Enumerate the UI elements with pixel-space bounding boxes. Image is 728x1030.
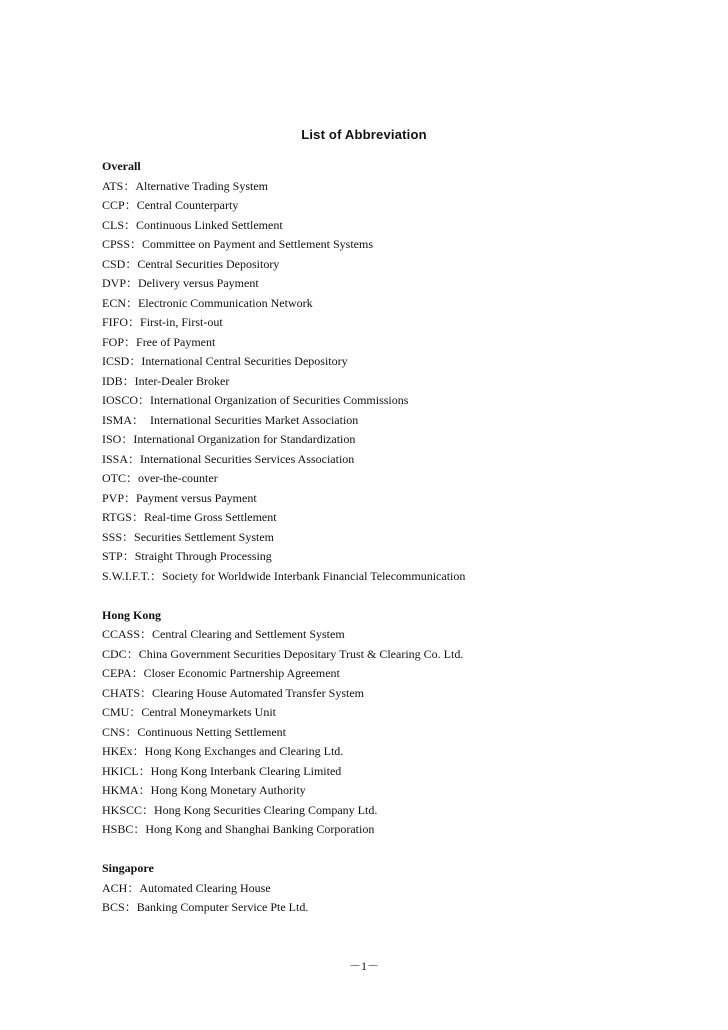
abbreviation: CHATS: [102, 685, 141, 700]
abbreviation-definition: Payment versus Payment: [136, 490, 257, 505]
abbreviation: CLS: [102, 217, 125, 232]
abbreviation-definition: Central Securities Depository: [137, 256, 280, 271]
separator: ：: [124, 217, 137, 232]
list-item: [102, 820, 702, 840]
abbreviation: ISSA: [102, 451, 129, 466]
abbreviation-definition: Committee on Payment and Settlement Systems: [142, 237, 374, 251]
page-footer: [0, 957, 728, 974]
separator: ：: [125, 724, 138, 739]
abbreviation: ISO: [102, 432, 122, 446]
section-hong-kong: [102, 606, 702, 840]
abbreviation: IDB: [102, 373, 123, 388]
list-item: [102, 177, 702, 197]
list-item: [102, 879, 702, 899]
abbreviation: ATS: [102, 178, 124, 193]
abbreviation-definition: Securities Settlement System: [134, 529, 275, 544]
separator: ：: [125, 256, 138, 271]
abbreviation-definition: Hong Kong and Shanghai Banking Corporation: [145, 822, 375, 836]
section-overall: [102, 157, 702, 586]
separator: ：: [138, 783, 151, 797]
separator: ：: [122, 373, 135, 388]
abbreviation-definition: Hong Kong Monetary Authority: [150, 783, 306, 797]
separator: ：: [124, 490, 137, 505]
abbreviation-definition: Hong Kong Interbank Clearing Limited: [150, 763, 342, 778]
abbreviation: FIFO: [102, 315, 129, 329]
abbreviation: CEPA: [102, 666, 132, 680]
abbreviation: S.W.I.F.T.: [102, 568, 151, 583]
abbreviation-definition: Hong Kong Exchanges and Clearing Ltd.: [144, 744, 344, 758]
separator: ：: [129, 354, 142, 368]
list-item: [102, 450, 702, 470]
separator: ：: [128, 315, 141, 329]
abbreviation-definition: Continuous Linked Settlement: [136, 217, 283, 232]
list-item: [102, 547, 702, 567]
abbreviation: SSS: [102, 529, 123, 544]
abbreviation-definition: Banking Computer Service Pte Ltd.: [136, 900, 309, 914]
separator: ：: [150, 568, 163, 583]
separator: ：: [140, 627, 153, 641]
list-item: [102, 216, 702, 236]
abbreviation: HKEx: [102, 744, 133, 758]
separator: ：: [138, 393, 151, 407]
abbreviation-definition: Central Clearing and Settlement System: [152, 627, 345, 641]
abbreviation-definition: International Organization for Standardization: [133, 432, 356, 446]
list-item: [102, 313, 702, 333]
abbreviation: DVP: [102, 276, 127, 290]
separator: ：: [126, 471, 139, 485]
list-item: [102, 664, 702, 684]
abbreviation-definition: Automated Clearing House: [139, 880, 271, 895]
abbreviation-definition: Clearing House Automated Transfer System: [152, 685, 364, 700]
separator: ：: [123, 178, 136, 193]
separator: ：: [122, 549, 135, 563]
abbreviation: HKSCC: [102, 802, 143, 817]
section-items: [102, 879, 702, 918]
abbreviation-definition: Alternative Trading System: [135, 178, 269, 193]
section-items: [102, 177, 702, 587]
list-item: [102, 508, 702, 528]
separator: ：: [124, 900, 137, 914]
separator: ：: [126, 646, 139, 661]
separator: ：: [128, 451, 141, 466]
list-item: [102, 372, 702, 392]
abbreviation-definition: Central Counterparty: [136, 198, 239, 212]
abbreviation-definition: China Government Securities Depositary Trust & Clearing Co. Ltd.: [138, 646, 464, 661]
list-item: [102, 489, 702, 509]
separator: ：: [126, 295, 139, 310]
abbreviation-definition: Closer Economic Partnership Agreement: [143, 666, 340, 680]
abbreviation-definition: Hong Kong Securities Clearing Company Ltd.: [154, 802, 378, 817]
separator: ：: [132, 744, 145, 758]
list-item: [102, 781, 702, 801]
list-item: [102, 391, 702, 411]
list-item: [102, 801, 702, 821]
list-item: [102, 430, 702, 450]
separator: ：: [126, 276, 139, 290]
abbreviation: PVP: [102, 490, 125, 505]
list-item: [102, 567, 702, 587]
separator: ：: [132, 412, 145, 427]
abbreviation: HKMA: [102, 783, 139, 797]
separator: ：: [131, 666, 144, 680]
list-item: [102, 196, 702, 216]
abbreviation-definition: Free of Payment: [136, 334, 216, 349]
abbreviation-list: [102, 157, 702, 918]
separator: ：: [121, 432, 134, 446]
section-heading: Hong Kong: [102, 607, 162, 622]
separator: ：: [127, 880, 140, 895]
list-item: [102, 762, 702, 782]
separator: ：: [124, 334, 137, 349]
list-item: [102, 255, 702, 275]
list-item: [102, 528, 702, 548]
abbreviation-definition: Central Moneymarkets Unit: [141, 705, 276, 719]
separator: ：: [131, 510, 144, 524]
abbreviation-definition: Electronic Communication Network: [138, 295, 313, 310]
list-item: [102, 625, 702, 645]
abbreviation: ICSD: [102, 354, 130, 368]
abbreviation: ISMA: [102, 412, 133, 427]
list-item: [102, 333, 702, 353]
abbreviation: RTGS: [102, 510, 132, 524]
abbreviation: CNS: [102, 724, 126, 739]
list-item: [102, 898, 702, 918]
abbreviation: HSBC: [102, 822, 134, 836]
abbreviation: CCASS: [102, 627, 141, 641]
abbreviation: ACH: [102, 880, 128, 895]
abbreviation: STP: [102, 549, 123, 563]
abbreviation-definition: over-the-counter: [138, 471, 218, 485]
section-heading: Singapore: [102, 861, 154, 875]
separator: ：: [142, 802, 155, 817]
abbreviation: HKICL: [102, 763, 139, 778]
list-item: [102, 294, 702, 314]
abbreviation: ECN: [102, 295, 126, 310]
page-number: －1－: [348, 959, 379, 973]
abbreviation-definition: Straight Through Processing: [134, 549, 272, 563]
list-item: [102, 684, 702, 704]
abbreviation-definition: First-in, First-out: [140, 315, 223, 329]
abbreviation-definition: International Securities Services Association: [140, 451, 355, 466]
list-item: [102, 645, 702, 665]
abbreviation-definition: Real-time Gross Settlement: [143, 510, 277, 524]
list-item: [102, 235, 702, 255]
abbreviation-definition: Continuous Netting Settlement: [137, 724, 287, 739]
section-singapore: [102, 859, 702, 918]
separator: ：: [133, 822, 146, 836]
page-title: List of Abbreviation: [301, 127, 427, 142]
separator: ：: [124, 198, 137, 212]
abbreviation: BCS: [102, 900, 125, 914]
abbreviation: CMU: [102, 705, 130, 719]
separator: ：: [138, 763, 151, 778]
list-item: [102, 411, 702, 431]
separator: ：: [140, 685, 153, 700]
abbreviation: CPSS: [102, 237, 131, 251]
abbreviation-definition: Inter-Dealer Broker: [134, 373, 230, 388]
abbreviation: CSD: [102, 256, 126, 271]
separator: ：: [129, 705, 142, 719]
abbreviation: FOP: [102, 334, 125, 349]
abbreviation-definition: International Securities Market Association: [144, 412, 359, 427]
abbreviation: CCP: [102, 198, 125, 212]
abbreviation: IOSCO: [102, 393, 139, 407]
list-item: [102, 352, 702, 372]
separator: ：: [130, 237, 143, 251]
abbreviation-definition: Society for Worldwide Interbank Financial Telecommunication: [162, 568, 466, 583]
list-item: [102, 469, 702, 489]
list-item: [102, 742, 702, 762]
abbreviation: OTC: [102, 471, 126, 485]
abbreviation-definition: International Central Securities Depository: [141, 354, 348, 368]
abbreviation-definition: Delivery versus Payment: [138, 276, 259, 290]
abbreviation: CDC: [102, 646, 127, 661]
separator: ：: [122, 529, 135, 544]
section-items: [102, 625, 702, 840]
list-item: [102, 723, 702, 743]
abbreviation-definition: International Organization of Securities Commissions: [150, 393, 409, 407]
list-item: [102, 274, 702, 294]
list-item: [102, 703, 702, 723]
section-heading: Overall: [102, 159, 141, 173]
